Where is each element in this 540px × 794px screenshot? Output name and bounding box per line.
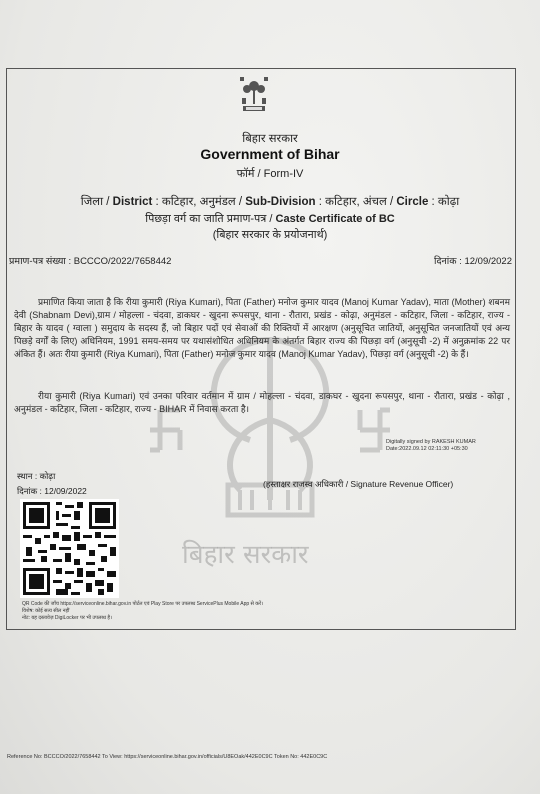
purpose-note: (बिहार सरकार के प्रयोजनार्थ) — [212, 229, 328, 241]
qr-verification-note: QR Code की जाँच https://serviceonline.bihar.gov.in पोर्टल एवं Play Store पर उपलब्ध ServicePlus Mobile App से करें। विशेष: कोई सत्य सील नहीं नोट: यह दस्तावेज़ DigiLocker पर भी उपलब्ध है। — [22, 601, 264, 621]
govt-english-title: Government of Bihar — [200, 146, 340, 162]
bihar-emblem-icon — [238, 76, 270, 114]
digital-signature-note: Digitally signed by RAKESH KUMAR Date:2022.09.12 02:11:30 +05:30 — [386, 439, 476, 452]
watermark-text: बिहार सरकार — [182, 540, 309, 570]
govt-hindi-title: बिहार सरकार — [242, 133, 298, 145]
reference-line: Reference No: BCCCO/2022/7658442 To View: https://serviceonline.bihar.gov.in/officials/U8EOak/442E0C9C Token No: 442E0C9C — [7, 754, 328, 760]
district-line: जिला / District : कटिहार, अनुमंडल / Sub-Division : कटिहार, अंचल / Circle : कोढ़ा — [80, 196, 460, 208]
qr-code-icon[interactable] — [20, 499, 119, 598]
form-number: फॉर्म / Form-IV — [236, 168, 304, 180]
issue-date-label: दिनांक : 12/09/2022 — [17, 486, 87, 496]
certificate-date: दिनांक : 12/09/2022 — [434, 256, 512, 267]
place-label: स्थान : कोढ़ा — [17, 471, 56, 481]
certificate-paragraph-1: प्रमाणित किया जाता है कि रीया कुमारी (Riya Kumari), पिता (Father) मनोज कुमार यादव (Manoj Kumar Yadav), माता (Mother) शबनम देवी (Shabnam Devi),ग्राम / मोहल्ला - चंदवा, डाकघर - खुदना रूपसपुर, थाना - रौतारा, प्रखंड - कोढ़ा, अनुमंडल - कटिहार, जिला - कटिहार, राज्य - बिहार के यादव ( ग्वाला ) समुदाय के सदस्य हैं, जो बिहार पदों एवं सेवाओं की रिक्तियों में आरक्षण (अनुसूचित जातियों, अनुसूचित जनजातियों एवं अन्य पिछड़े वर्गों के लिए) अधिनियम, 1991 समय-समय पर यथासंशोधित अधिनियम के अंतर्गत बिहार राज्य की पिछड़ा वर्ग (अनुसूची -2) में अनुक्रमांक 22 पर अंकित हैं। अतः रीया कुमारी (Riya Kumari), पिता (Father) मनोज कुमार यादव (Manoj Kumar Yadav), पिछड़ा वर्ग (अनुसूची -2) के हैं। — [14, 297, 510, 359]
certificate-paragraph-2: रीया कुमारी (Riya Kumari) एवं उनका परिवार वर्तमान में ग्राम / मोहल्ला - चंदवा, डाकघर - खुदना रूपसपुर, थाना - रौतारा, प्रखंड - कोढ़ा , अनुमंडल - कटिहार, जिला - कटिहार, राज्य - BIHAR में निवास करता है। — [14, 391, 510, 414]
officer-signature-label: (हस्ताक्षर राजस्व अधिकारी / Signature Revenue Officer) — [263, 479, 454, 489]
certificate-number: प्रमाण-पत्र संख्या : BCCCO/2022/7658442 — [9, 256, 172, 267]
certificate-title: पिछड़ा वर्ग का जाति प्रमाण-पत्र / Caste Certificate of BC — [145, 213, 395, 225]
